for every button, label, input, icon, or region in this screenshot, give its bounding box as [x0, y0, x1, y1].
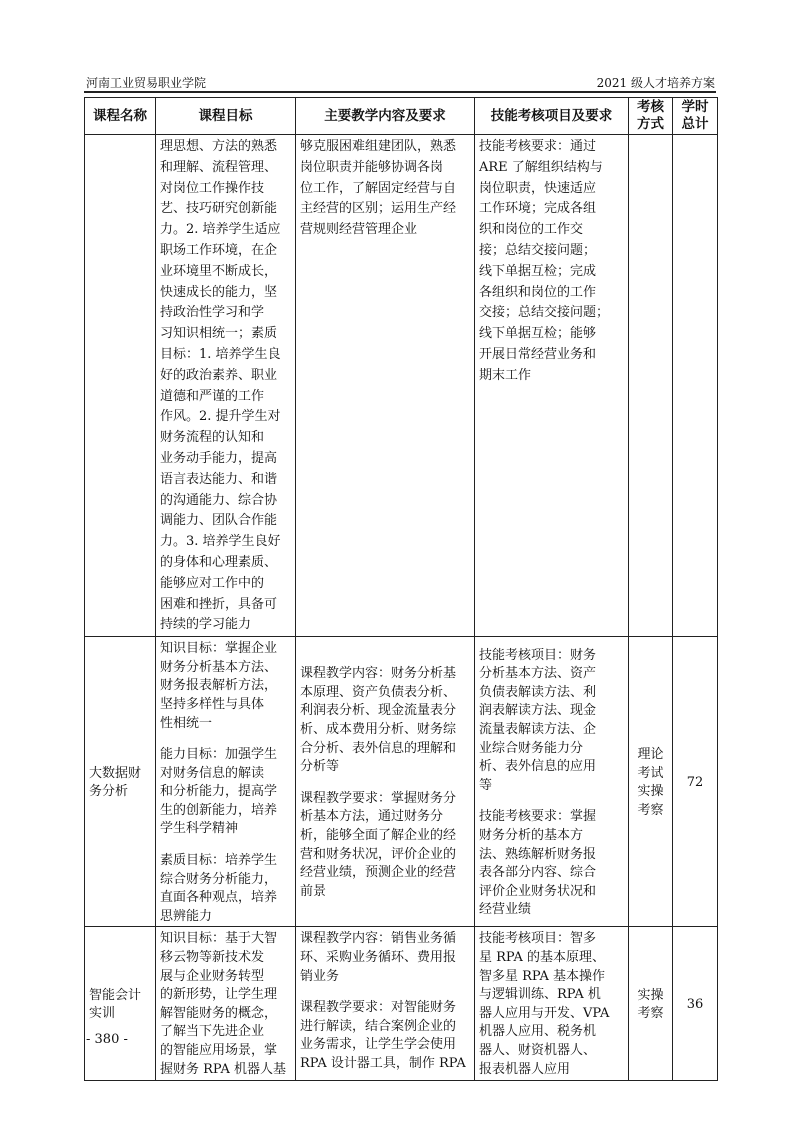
- text-line: 理思想、方法的熟悉: [160, 139, 278, 154]
- text-line: 移云物等新技术发: [160, 950, 265, 966]
- text-line: 各组织和岗位的工作: [479, 284, 597, 300]
- text-line: 实操: [637, 987, 664, 1003]
- text-line: 技能考核项目：智多: [479, 931, 597, 947]
- text-line: 课程教学内容：销售业务循: [300, 931, 457, 947]
- course-goals-cell: [156, 927, 296, 1081]
- text-line: 性相统一: [160, 715, 213, 731]
- text-line: [300, 986, 470, 999]
- course-table: [84, 97, 718, 1081]
- text-line: 思辨能力: [160, 908, 213, 924]
- col-header-course-goals: 课程目标: [156, 98, 296, 135]
- header-divider: [84, 91, 716, 93]
- text-line: 交接；总结交接问题；: [479, 305, 610, 321]
- text-line: 解智能财务的概念，: [160, 1005, 278, 1021]
- text-line: 合分析、表外信息的理解和: [300, 740, 457, 756]
- text-line: 实操: [637, 784, 664, 800]
- text-line: 经营业绩，预测企业的经营: [300, 865, 457, 881]
- page-number: - 380 -: [86, 1032, 128, 1047]
- header-line: 总计: [681, 116, 709, 132]
- text-line: 和分析能力，提高学: [160, 784, 278, 800]
- text-line: 器人、财资机器人、: [479, 1043, 597, 1058]
- text-line: 分析基本方法、资产: [479, 666, 597, 682]
- table-row: [85, 135, 718, 637]
- text-line: 析，能够全面了解企业的经: [300, 827, 457, 843]
- text-line: 接；总结交接问题；: [479, 242, 597, 258]
- text-line: 生的创新能力，培养: [160, 802, 278, 818]
- text-line: 星 RPA 的基本原理、: [479, 950, 605, 966]
- text-line: 岗位职责，快速适应: [479, 180, 597, 196]
- text-line: 素质目标：培养学生: [160, 853, 278, 869]
- text-line: 器人应用与开发、VPA: [479, 1005, 610, 1021]
- course-name-cell: [85, 637, 156, 927]
- text-line: 析、成本费用分析、财务综: [300, 722, 457, 737]
- text-line: 法、熟练解析财务报: [479, 846, 597, 862]
- text-line: 进行解读，结合案例企业的: [300, 1018, 457, 1034]
- table-header-row: [85, 98, 718, 135]
- text-line: 析、表外信息的应用: [479, 759, 597, 775]
- col-header-course-name: 课程名称: [85, 98, 156, 135]
- text-line: 直面各种观点，培养: [160, 890, 278, 906]
- text-line: 知识目标：基于大智: [160, 931, 278, 947]
- teaching-content-cell: [296, 637, 475, 927]
- text-line: 调能力、团队合作能: [160, 513, 278, 529]
- text-line: 期末工作: [479, 367, 532, 383]
- text-line: 能力目标：加强学生: [160, 747, 278, 763]
- text-line: 工作环境；完成各组: [479, 201, 597, 217]
- header-line: 学时: [681, 99, 709, 115]
- text-line: 经营业绩: [479, 902, 532, 918]
- text-line: 课程教学要求：对智能财务: [300, 1000, 457, 1016]
- text-line: 营和财务状况，评价企业的: [300, 846, 457, 862]
- text-line: 考察: [637, 802, 664, 818]
- text-line: [160, 839, 291, 852]
- table-row: [85, 927, 718, 1081]
- text-line: 展与企业财务转型: [160, 968, 265, 984]
- course-goals-cell: [156, 135, 296, 637]
- exam-method-cell: [629, 135, 673, 637]
- text-line: 持续的学习能力: [160, 617, 252, 633]
- text-line: 线下单据互检；完成: [479, 263, 597, 279]
- total-hours-cell: [673, 135, 718, 637]
- text-line: 务分析: [89, 784, 129, 800]
- text-line: ARE 了解组织结构与: [479, 159, 603, 175]
- text-line: 的智能应用场景，掌: [160, 1043, 278, 1058]
- text-line: 力。2. 培养学生适应: [160, 222, 281, 238]
- text-line: 本原理、资产负债表分析、: [300, 684, 457, 700]
- skill-assessment-cell: [475, 927, 629, 1081]
- text-line: 够克服困难组建团队，熟悉: [300, 139, 457, 154]
- text-line: 对财务信息的解读: [160, 765, 265, 781]
- course-name-cell: [85, 927, 156, 1081]
- col-header-skill-assessment: 技能考核项目及要求: [475, 98, 629, 135]
- text-line: 知识目标：掌握企业: [160, 641, 278, 657]
- text-line: 持政治性学习和学: [160, 305, 265, 321]
- text-line: 负债表解读方法、利: [479, 684, 597, 700]
- text-line: 表各部分内容、综合: [479, 865, 597, 881]
- text-line: 智多星 RPA 基本操作: [479, 968, 605, 984]
- text-line: [160, 733, 291, 746]
- text-line: 和理解、流程管理、: [160, 159, 278, 175]
- text-line: 艺、技巧研究创新能: [160, 201, 278, 217]
- text-line: 财务分析的基本方: [479, 827, 584, 843]
- table-row: [85, 637, 718, 927]
- text-line: 困难和挫折，具备可: [160, 596, 278, 612]
- text-line: 等: [479, 777, 493, 793]
- text-line: 位工作，了解固定经营与自: [300, 180, 457, 196]
- text-line: 理论: [637, 747, 664, 763]
- text-line: 业环境里不断成长，: [160, 263, 278, 279]
- course-name-cell: [85, 135, 156, 637]
- col-header-total-hours: [673, 98, 718, 135]
- col-header-teaching-content: 主要教学内容及要求: [296, 98, 475, 135]
- text-line: [479, 795, 624, 808]
- text-line: 力。3. 培养学生良好: [160, 534, 281, 550]
- text-line: 大数据财: [89, 765, 142, 781]
- text-line: 技能考核要求：掌握: [479, 809, 597, 825]
- text-line: 析基本方法，通过财务分: [300, 809, 444, 825]
- text-line: 岗位职责并能够协调各岗: [300, 159, 444, 175]
- text-line: 机器人应用、税务机: [479, 1024, 597, 1040]
- text-line: 财务分析基本方法、: [160, 659, 278, 675]
- text-line: 好的政治素养、职业: [160, 367, 278, 383]
- text-line: 学生科学精神: [160, 821, 239, 837]
- text-line: 评价企业财务状况和: [479, 883, 597, 899]
- total-hours-cell: 36: [673, 927, 718, 1081]
- text-line: 考试: [637, 765, 664, 781]
- text-line: 作风。2. 提升学生对: [160, 409, 281, 425]
- text-line: 语言表达能力、和谐: [160, 471, 278, 487]
- text-line: 考察: [637, 1006, 664, 1022]
- text-line: RPA 设计器工具，制作 RPA: [300, 1056, 466, 1071]
- text-line: 线下单据互检；能够: [479, 326, 597, 342]
- text-line: 利润表分析、现金流量表分: [300, 703, 457, 719]
- total-hours-cell: 72: [673, 637, 718, 927]
- text-line: 综合财务分析能力，: [160, 871, 278, 887]
- skill-assessment-cell: [475, 637, 629, 927]
- text-line: 主经营的区别；运用生产经: [300, 201, 457, 217]
- text-line: 课程教学要求：掌握财务分: [300, 790, 457, 806]
- skill-assessment-cell: [475, 135, 629, 637]
- text-line: 坚持多样性与具体: [160, 696, 265, 712]
- text-line: 智能会计: [89, 987, 142, 1003]
- header-institution: 河南工业贸易职业学院: [86, 76, 207, 90]
- text-line: 流量表解读方法、企: [479, 722, 597, 737]
- course-goals-cell: [156, 637, 296, 927]
- text-line: 实训: [89, 1006, 116, 1022]
- text-line: 财务报表解析方法，: [160, 678, 278, 694]
- teaching-content-cell: [296, 927, 475, 1081]
- text-line: 财务流程的认知和: [160, 430, 265, 446]
- text-line: 业综合财务能力分: [479, 740, 584, 756]
- text-line: 营规则经营管理企业: [300, 222, 418, 238]
- text-line: 织和岗位的工作交: [479, 222, 584, 238]
- col-header-exam-method: [629, 98, 673, 135]
- text-line: 业务动手能力，提高: [160, 450, 278, 466]
- text-line: 销业务: [300, 968, 340, 984]
- text-line: 报表机器人应用: [479, 1061, 571, 1077]
- teaching-content-cell: [296, 135, 475, 637]
- text-line: 快速成长的能力，坚: [160, 284, 278, 300]
- text-line: 前景: [300, 883, 327, 899]
- text-line: 目标：1. 培养学生良: [160, 346, 281, 362]
- text-line: 分析等: [300, 759, 340, 775]
- text-line: 环、采购业务循环、费用报: [300, 950, 457, 966]
- text-line: 对岗位工作操作技: [160, 180, 265, 196]
- text-line: 的沟通能力、综合协: [160, 492, 278, 508]
- text-line: 开展日常经营业务和: [479, 346, 597, 362]
- text-line: 了解当下先进企业: [160, 1024, 265, 1040]
- header-line: 方式: [637, 116, 664, 132]
- header-document-title: 2021 级人才培养方案: [596, 76, 715, 90]
- text-line: 道德和严谨的工作: [160, 388, 265, 404]
- text-line: 的身体和心理素质、: [160, 554, 278, 570]
- text-line: 与逻辑训练、RPA 机: [479, 987, 601, 1003]
- text-line: 业务需求，让学生学会使用: [300, 1037, 457, 1053]
- header-line: 考核: [637, 99, 664, 115]
- text-line: 课程教学内容：财务分析基: [300, 666, 457, 682]
- text-line: 技能考核项目：财务: [479, 647, 597, 663]
- exam-method-cell: [629, 637, 673, 927]
- exam-method-cell: [629, 927, 673, 1081]
- text-line: 技能考核要求：通过: [479, 139, 597, 154]
- text-line: [300, 777, 470, 790]
- text-line: 握财务 RPA 机器人基: [160, 1061, 286, 1077]
- text-line: 习知识相统一；素质: [160, 326, 278, 342]
- text-line: 能够应对工作中的: [160, 575, 265, 591]
- text-line: 润表解读方法、现金: [479, 703, 597, 719]
- text-line: 的新形势，让学生理: [160, 987, 278, 1003]
- text-line: 职场工作环境，在企: [160, 242, 278, 258]
